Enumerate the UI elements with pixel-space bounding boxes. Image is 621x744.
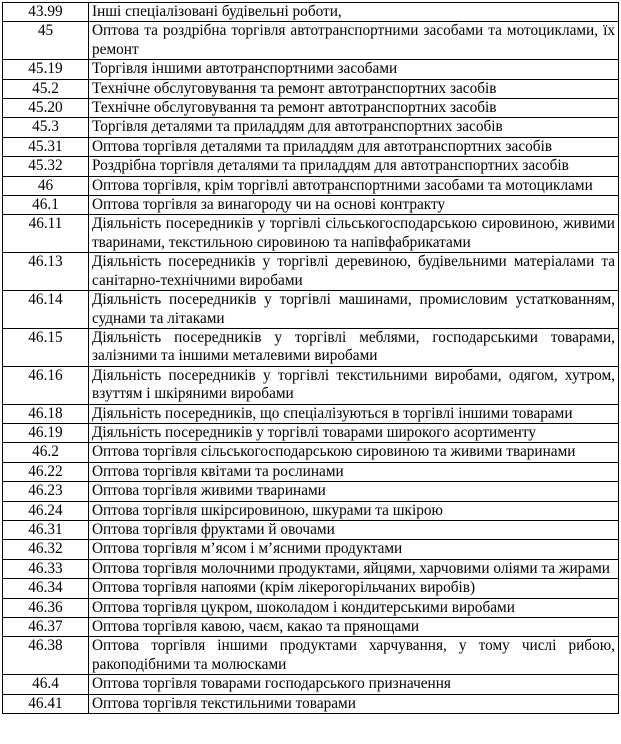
table-row (3, 462, 619, 481)
activity-code: 46.18 (3, 404, 89, 423)
activity-description: Діяльність посередників, що спеціалізуються в торгівлі іншими товарами (89, 404, 619, 423)
activity-code: 45.31 (3, 137, 89, 156)
activity-code: 46.34 (3, 579, 89, 598)
activity-code: 46.16 (3, 366, 89, 404)
table-row (3, 137, 619, 156)
activity-code: 46.36 (3, 598, 89, 617)
activity-description: Оптова торгівля сільськогосподарською сировиною та живими тваринами (89, 443, 619, 462)
table-row (3, 404, 619, 423)
activity-description: Технічне обслуговування та ремонт автотранспортних засобів (89, 79, 619, 98)
table-row (3, 22, 619, 60)
table-row (3, 3, 619, 22)
activity-description: Торгівля деталями та приладдям для автотранспортних засобів (89, 118, 619, 137)
activity-description: Оптова та роздрібна торгівля автотранспортними засобами та мотоциклами, їх ремонт (89, 22, 619, 60)
activity-description: Оптова торгівля іншими продуктами харчування, у тому числі рибою, ракоподібними та молюсками (89, 637, 619, 675)
activity-description: Інші спеціалізовані будівельні роботи, (89, 3, 619, 22)
activity-description: Оптова торгівля за винагороду чи на основі контракту (89, 196, 619, 215)
activity-code: 46.13 (3, 253, 89, 291)
table-row (3, 443, 619, 462)
activity-code: 46.31 (3, 520, 89, 539)
activity-code: 46 (3, 176, 89, 195)
table-row (3, 579, 619, 598)
activity-description: Діяльність посередників у торгівлі деревиною, будівельними матеріалами та санітарно-технічними виробами (89, 253, 619, 291)
table-row (3, 291, 619, 329)
activity-description: Оптова торгівля кавою, чаєм, какао та прянощами (89, 618, 619, 637)
activity-code: 46.24 (3, 501, 89, 520)
table-row (3, 559, 619, 578)
activity-code: 45.20 (3, 99, 89, 118)
activity-description: Торгівля іншими автотранспортними засобами (89, 60, 619, 79)
activity-code: 46.4 (3, 675, 89, 694)
activity-codes-table (2, 2, 619, 714)
activity-description: Оптова торгівля квітами та рослинами (89, 462, 619, 481)
table-row (3, 157, 619, 176)
table-row (3, 637, 619, 675)
table-row (3, 482, 619, 501)
activity-code: 46.32 (3, 540, 89, 559)
activity-code: 45.2 (3, 79, 89, 98)
activity-description: Оптова торгівля фруктами й овочами (89, 520, 619, 539)
activity-code: 46.41 (3, 694, 89, 713)
table-row (3, 540, 619, 559)
activity-description: Роздрібна торгівля деталями та приладдям для автотранспортних засобів (89, 157, 619, 176)
table-row (3, 79, 619, 98)
activity-code: 46.15 (3, 328, 89, 366)
activity-description: Оптова торгівля текстильними товарами (89, 694, 619, 713)
table-row (3, 618, 619, 637)
table-row (3, 176, 619, 195)
activity-description: Оптова торгівля цукром, шоколадом і кондитерськими виробами (89, 598, 619, 617)
table-row (3, 598, 619, 617)
table-row (3, 520, 619, 539)
activity-description: Оптова торгівля шкірсировиною, шкурами та шкірою (89, 501, 619, 520)
activity-code: 45.19 (3, 60, 89, 79)
activity-description: Оптова торгівля молочними продуктами, яйцями, харчовими оліями та жирами (89, 559, 619, 578)
activity-description: Оптова торгівля, крім торгівлі автотранспортними засобами та мотоциклами (89, 176, 619, 195)
activity-description: Технічне обслуговування та ремонт автотранспортних засобів (89, 99, 619, 118)
table-row (3, 694, 619, 713)
activity-description: Діяльність посередників у торгівлі текстильними виробами, одягом, хутром, взуттям і шкіряними виробами (89, 366, 619, 404)
table-row (3, 215, 619, 253)
table-row (3, 196, 619, 215)
activity-code: 46.2 (3, 443, 89, 462)
activity-code: 46.23 (3, 482, 89, 501)
activity-description: Оптова торгівля товарами господарського призначення (89, 675, 619, 694)
table-row (3, 675, 619, 694)
activity-description: Оптова торгівля м’ясом і м’ясними продуктами (89, 540, 619, 559)
activity-code: 45.3 (3, 118, 89, 137)
activity-description: Діяльність посередників у торгівлі меблями, господарськими товарами, залізними та іншими металевими виробами (89, 328, 619, 366)
table-row (3, 99, 619, 118)
activity-code: 46.22 (3, 462, 89, 481)
activity-description: Оптова торгівля живими тваринами (89, 482, 619, 501)
table-row (3, 366, 619, 404)
activity-description: Діяльність посередників у торгівлі машинами, промисловим устаткованням, суднами та літаками (89, 291, 619, 329)
activity-code: 45.32 (3, 157, 89, 176)
activity-code: 46.38 (3, 637, 89, 675)
table-row (3, 253, 619, 291)
activity-code: 43.99 (3, 3, 89, 22)
table-row (3, 423, 619, 442)
activity-description: Діяльність посередників у торгівлі товарами широкого асортименту (89, 423, 619, 442)
table-row (3, 118, 619, 137)
table-row (3, 328, 619, 366)
activity-description: Діяльність посередників у торгівлі сільськогосподарською сировиною, живими тваринами, текстильною сировиною та напівфабрикатами (89, 215, 619, 253)
activity-code: 46.14 (3, 291, 89, 329)
activity-code: 46.37 (3, 618, 89, 637)
activity-code: 46.1 (3, 196, 89, 215)
activity-code: 45 (3, 22, 89, 60)
table-row (3, 60, 619, 79)
activity-description: Оптова торгівля деталями та приладдям для автотранспортних засобів (89, 137, 619, 156)
table-body (3, 3, 619, 714)
activity-description: Оптова торгівля напоями (крім лікерогорільчаних виробів) (89, 579, 619, 598)
table-row (3, 501, 619, 520)
activity-code: 46.11 (3, 215, 89, 253)
activity-code: 46.19 (3, 423, 89, 442)
activity-code: 46.33 (3, 559, 89, 578)
